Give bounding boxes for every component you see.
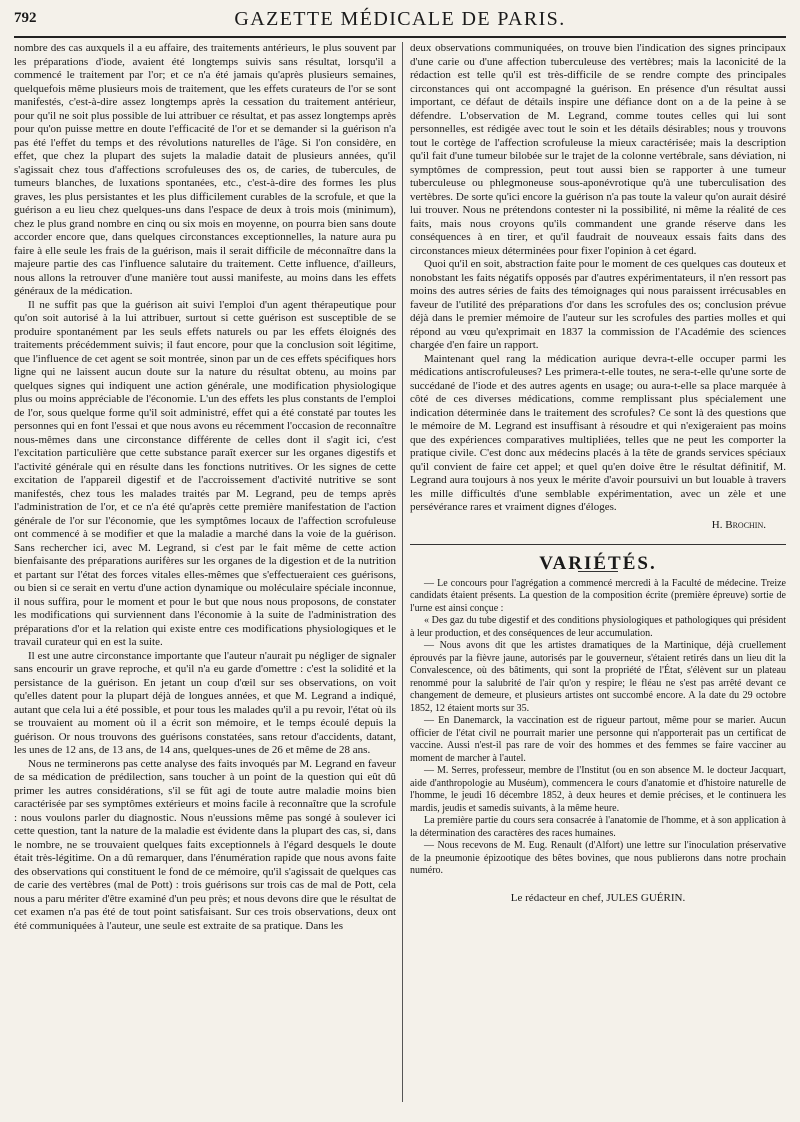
varietes-section [410, 578, 786, 878]
paragraph: deux observations communiquées, on trouve bien l'indication des signes principaux d'une carie ou d'une affection tuberculeuse des vertèbres; mais la laconicité de la rédaction est telle qu'il est très-difficile de se rendre compte des principales circonstances qui ont accompagné la guérison. En présence d'un résultat aussi important, ce défaut de détails inspire une défiance dont on a de la peine à se défendre. L'observation de M. Legrand, comme toutes celles qui lui sont personnelles, est rédigée avec tout le soin et les détails désirables; nous y trouvons tout le cortège de l'affection scrofuleuse la mieux caractérisée; mais la description qu'il fait d'une tumeur bilobée sur le trajet de la colonne vertébrale, sans déviation, ni symptômes de compression, peut tout aussi bien se rapporter à une tumeur tuberculeuse ou phlegmoneuse sous-aponévrotique qu'à une tuberculisation des vertèbres. De sorte qu'ici encore la guérison n'a pas toute la valeur qu'on aurait désiré lui trouver. Nous ne prétendons contester ni la possibilité, ni même la réalité de ces faits, mais nous croyons qu'ils commandent une grande réserve dans les conséquences à en tirer, et qu'il faudrait de nouveaux essais faits dans des circonstances mieux déterminées pour fixer l'opinion à cet égard. [410, 42, 786, 257]
page-number: 792 [14, 10, 37, 26]
paragraph: Il ne suffit pas que la guérison ait suivi l'emploi d'un agent thérapeutique pour qu'on soit autorisé à la lui attribuer, surtout si cette guérison est susceptible de se produire spontanément par les seuls effets naturels ou par les effets éloignés des traitements précédemment suivis; il faut encore, pour que la conclusion soit légitime, que l'influence de cet agent se soit montrée, sinon par un de ces effets spécifiques hors ligne qui ne laissent aucun doute sur la nature du résultat obtenu, au moins par quelques signes qui indiquent une action générale, une modification physiologique plus ou moins appréciable de l'économie. L'un des effets les plus constants de l'emploi de l'or, sous quelque forme qu'il soit administré, effet qui a été constaté par toutes les personnes qui en font l'essai et que nous avons eu récemment l'occasion de reconnaître nous-mêmes dans une circonstance différente de celles dont il s'agit ici, c'est l'excitation particulière que cette substance paraît exercer sur les organes digestifs et l'activité générale qui en résulte dans les fonctions nutritives. Or les signes de cette excitation de l'appareil digestif et de l'accroissement d'activité nutritive se sont manifestés, chez tous les malades traités par M. Legrand, peu de temps après l'administration de l'or, et ce n'a été qu'après cette première manifestation de l'action générale de l'or sur l'économie, que les symptômes locaux de l'affection scrofuleuse ont commencé à se modifier et que la maladie a marché dans la voie de la guérison. Sans rechercher ici, avec M. Legrand, si c'est par le fait même de cette action bienfaisante des préparations aurifères sur les organes de la digestion et de la nutrition et partant sur l'état des forces vitales elles-mêmes que s'effectueraient ces guérisons, ou bien si ce serait en vertu d'une action dynamique ou moléculaire spéciale inconnue, il nous suffira, pour le moment et pour le but que nous nous proposons, de constater les modifications qui surviennent dans l'économie à la suite de l'administration des préparations d'or et la relation qui existe entre ces modifications physiologiques et le travail curateur qui en est la suite. [14, 298, 396, 648]
paragraph: Il est une autre circonstance importante que l'auteur n'aurait pu négliger de signaler sans encourir un grave reproche, et qu'il n'a eu garde d'omettre : c'est la solidité et la persistance de la guérison. En jetant un coup d'œil sur ses observations, on voit qu'elles datent pour la plupart déjà de longues années, et que M. Legrand a indiqué, autant que cela lui a été possible, et pour tous les malades qu'il a pu revoir, l'état où ils se trouvaient au moment où il a écrit son mémoire, et le temps écoulé depuis la guérison. Or nous trouvons des guérisons constatées, sans retour d'accidents, datant, les unes de 12 ans, de 13 ans, de 14 ans, quelques-unes de 26 et même de 28 ans. [14, 649, 396, 756]
news-item: La première partie du cours sera consacrée à l'anatomie de l'homme, et à son application à la détermination des caractères des races humaines. [410, 815, 786, 839]
page-header [14, 6, 786, 38]
news-item: — Le concours pour l'agrégation a commencé mercredi à la Faculté de médecine. Treize candidats étaient présents. La question de la composition écrite (première épreuve) sortie de l'urne est ainsi conçue : [410, 577, 786, 614]
paragraph: Nous ne terminerons pas cette analyse des faits invoqués par M. Legrand en faveur de sa médication de prédilection, sans toucher à un point de la question qui eût dû primer les autres considérations, s'il se fût agi de toute autre maladie moins bien caractérisée par ses symptômes extérieurs et moins facile à reconnaître que la scrofule : nous voulons parler du diagnostic. Nous n'eussions même pas songé à soulever ici cette question, tant la nature de la maladie est évidente dans la plupart des cas, si, dans le nombre, ne se trouvaient quelques faits exceptionnels à l'égard desquels le doute était très-légitime. On a dû remarquer, dans l'énumération rapide que nous avons faite des observations qui constituent le fond de ce mémoire, qu'il s'agissait de quelques cas de carie des vertèbres (mal de Pott) : trois guérisons sur trois cas de mal de Pott, cela nous a paru mériter d'être examiné d'un peu près; et nous devons dire que le résultat de cet examen n'a pas été de tout point satisfaisant. Sur ces trois observations, deux ont été communiquées à l'auteur, une seule est extraite de sa pratique. Dans les [14, 757, 396, 932]
news-item: — En Danemarck, la vaccination est de rigueur partout, même pour se marier. Aucun officier de l'état civil ne pourrait marier une personne qui n'apporterait pas un certificat de vaccine. Aussi n'est-il pas rare de voir des hommes et des femmes se faire vacciner au moment de marcher à l'autel. [410, 715, 786, 764]
section-title: VARIÉTÉS. [539, 553, 657, 574]
left-column [14, 42, 396, 1102]
news-item: « Des gaz du tube digestif et des conditions physiologiques et pathologiques qui président à leur production, et des conséquences de leur accumulation. [410, 615, 786, 639]
column-divider [402, 42, 403, 1102]
news-item: — Nous recevons de M. Eug. Renault (d'Alfort) une lettre sur l'inoculation préservative de la pneumonie épizootique des bêtes bovines, que nous publierons dans notre prochain numéro. [410, 840, 786, 876]
editor-signature: Le rédacteur en chef, JULES GUÉRIN. [510, 891, 686, 904]
right-column [410, 42, 786, 1112]
news-item: — M. Serres, professeur, membre de l'Institut (ou en son absence M. le docteur Jacquart, aide d'anthropologie au Muséum), commencera le cours d'anatomie et d'histoire naturelle de l'homme, le jeudi 16 décembre 1852, à deux heures et demie précises, et le continuera les mardis, jeudis et samedis suivants, à la même heure. [410, 765, 786, 814]
paragraph: Maintenant quel rang la médication aurique devra-t-elle occuper parmi les médications antiscrofuleuses? Les primera-t-elle toutes, ne sera-t-elle qu'une sorte de succédané de l'iode et des autres agents en usage; ou aura-t-elle sa place marquée à côté de ces diverses médications, comme remplissant plus spécialement une indication déterminée dans le traitement des scrofules? Ce sont là des questions que le mémoire de M. Legrand est insuffisant à résoudre et qui n'exigeraient pas moins que des expériences comparatives multipliées, telles que ne peut les comporter la pratique civile. C'est donc aux médecins placés à la tête de grands services spéciaux qu'il convient de faire cet appel; et quel qu'en doive être le résultat définitif, M. Legrand aura toujours à nos yeux le mérite d'avoir poursuivi un but louable à travers les mille difficultés d'une semblable expérimentation, avec un zèle et une persévérance rares et vraiment dignes d'éloges. [410, 352, 786, 513]
paragraph: nombre des cas auxquels il a eu affaire, des traitements antérieurs, le plus souvent par les préparations d'iode, avaient été longtemps suivis sans résultat, lorsqu'il a commencé le traitement par l'or; et ce n'a été jamais qu'après plusieurs semaines, quelquefois même plusieurs mois de traitement, que les effets curateurs de l'or se sont manifestés, c'est-à-dire assez longtemps après la cessation du traitement antérieur, pour qu'il ne soit plus possible de lui attribuer ce résultat, et pas assez longtemps après pour qu'on puisse mettre en doute l'efficacité de l'or et se demander si la guérison n'a pas été l'effet du temps et des révolutions naturelles de l'âge. Si l'on considère, en effet, que chez la plupart des sujets la maladie datait de plusieurs années, qu'il s'agissait chez tous d'affections scrofuleuses des os, de caries, de tubercules, de tumeurs blanches, de luxations spontanées, etc., c'est-à-dire des formes les plus graves, les plus persistantes et les plus difficilement curables de la scrofule, et que la guérison a eu lieu chez quelques-uns dans l'espace de deux à trois mois (minimum), chez le plus grand nombre en cinq ou six mois en moyenne, on pourra bien sans doute accorder encore que, dans quelques circonstances exceptionnelles, la nature aura pu faire à elle seule les frais de la guérison, mais il serait difficile de méconnaître dans la majeure partie des cas l'influence salutaire du traitement. Cette influence, d'ailleurs, nous allons la retrouver d'une manière tout aussi manifeste, au moins dans les effets généraux de la médication. [14, 42, 396, 297]
news-item: — Nous avons dit que les artistes dramatiques de la Martinique, déjà cruellement éprouvés par la fièvre jaune, autorisés par le gouverneur, s'étaient retirés dans un lieu dit la Convalescence, où des bâtiments, qui sont la propriété de l'État, s'élèvent sur un plateau renommé pour la salubrité de l'air qu'on y respire; le fléau ne s'est pas arrêté devant ce changement de demeure, et plusieurs artistes ont succombé encore. A la date du 29 octobre 1852, 12 étaient morts sur 35. [410, 640, 786, 714]
author-signature: H. Brochin. [711, 518, 766, 531]
journal-title: GAZETTE MÉDICALE DE PARIS. [234, 8, 566, 30]
section-divider [410, 544, 786, 545]
paragraph: Quoi qu'il en soit, abstraction faite pour le moment de ces quelques cas douteux et nonobstant les faits négatifs opposés par d'autres expérimentateurs, il n'en ressort pas moins des autres séries de faits des témoignages qui nous paraissent irrécusables en faveur de l'utilité des préparations d'or dans les scrofules des os; conclusion prévue déjà dans le premier mémoire de l'auteur sur les scrofules des parties molles et qui répond au vœu qu'exprimait en 1837 la commission de l'Académie des sciences chargée d'en faire un rapport. [410, 258, 786, 351]
